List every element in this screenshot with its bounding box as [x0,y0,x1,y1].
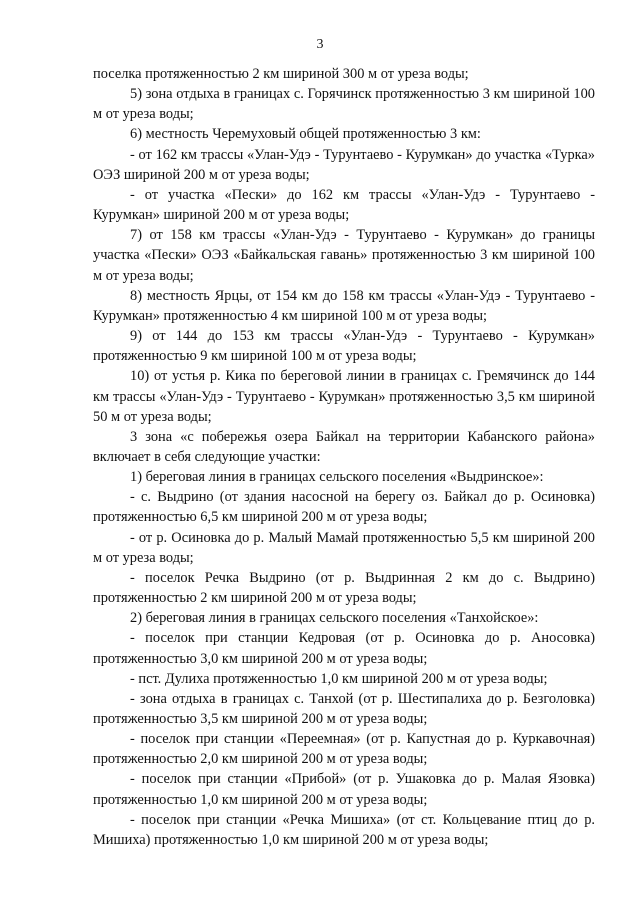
paragraph: 2) береговая линия в границах сельского поселения «Танхойское»: [130,610,539,627]
page-number: 3 [316,37,324,52]
paragraph: 3 зона «с побережья озера Байкал на территории Кабанского района» включает в себя следующие участки: [93,428,595,465]
paragraph: - поселок при станции «Переемная» (от р. Капустная до р. Куркавочная) протяженностью 2,0 км шириной 200 м от уреза воды; [93,731,595,768]
paragraph: 9) от 144 до 153 км трассы «Улан-Удэ - Турунтаево - Курумкан» протяженностью 9 км шириной 100 м от уреза воды; [93,328,595,365]
paragraph: 5) зона отдыха в границах с. Горячинск протяженностью 3 км шириной 100 м от уреза воды; [93,86,595,123]
paragraph: - поселок при станции «Речка Мишиха» (от ст. Кольцевание птиц до р. Мишиха) протяженностью 1,0 км шириной 200 м от уреза воды; [93,811,595,848]
paragraph: 1) береговая линия в границах сельского поселения «Выдринское»: [130,469,544,486]
paragraph: - от 162 км трассы «Улан-Удэ - Турунтаево - Курумкан» до участка «Турка» ОЭЗ шириной 200 м от уреза воды; [93,146,595,183]
paragraph: 10) от устья р. Кика по береговой линии в границах с. Гремячинск до 144 км трассы «Улан-Удэ - Турунтаево - Курумкан» протяженностью 3,5 км шириной 50 м от уреза воды; [93,368,595,425]
paragraph: - от участка «Пески» до 162 км трассы «Улан-Удэ - Турунтаево - Курумкан» шириной 200 м от уреза воды; [93,186,595,224]
paragraph: - с. Выдрино (от здания насосной на берегу оз. Байкал до р. Осиновка) протяженностью 6,5 км шириной 200 м от уреза воды; [93,489,595,526]
paragraph: - пст. Дулиха протяженностью 1,0 км шириной 200 м от уреза воды; [130,670,548,687]
paragraph: - поселок при станции «Прибой» (от р. Ушаковка до р. Малая Язовка) протяженностью 1,0 км шириной 200 м от уреза воды; [93,771,595,808]
document-body [93,64,595,850]
paragraph: 8) местность Ярцы, от 154 км до 158 км трассы «Улан-Удэ - Турунтаево - Курумкан» протяженностью 4 км шириной 100 м от уреза воды; [93,287,595,324]
paragraph: 6) местность Черемуховый общей протяженностью 3 км: [130,126,481,143]
paragraph: - зона отдыха в границах с. Танхой (от р. Шестипалиха до р. Безголовка) протяженностью 3,5 км шириной 200 м от уреза воды; [93,690,595,727]
paragraph: 7) от 158 км трассы «Улан-Удэ - Турунтаево - Курумкан» до границы участка «Пески» ОЭЗ «Байкальская гавань» протяженностью 3 км шириной 100 м от уреза воды; [93,227,595,284]
paragraph: поселка протяженностью 2 км шириной 300 м от уреза воды; [93,66,469,82]
paragraph: - от р. Осиновка до р. Малый Мамай протяженностью 5,5 км шириной 200 м от уреза воды; [93,529,595,566]
paragraph: - поселок при станции Кедровая (от р. Осиновка до р. Аносовка) протяженностью 3,0 км шириной 200 м от уреза воды; [93,630,595,667]
paragraph: - поселок Речка Выдрино (от р. Выдринная 2 км до с. Выдрино) протяженностью 2 км шириной 200 м от уреза воды; [93,569,595,607]
